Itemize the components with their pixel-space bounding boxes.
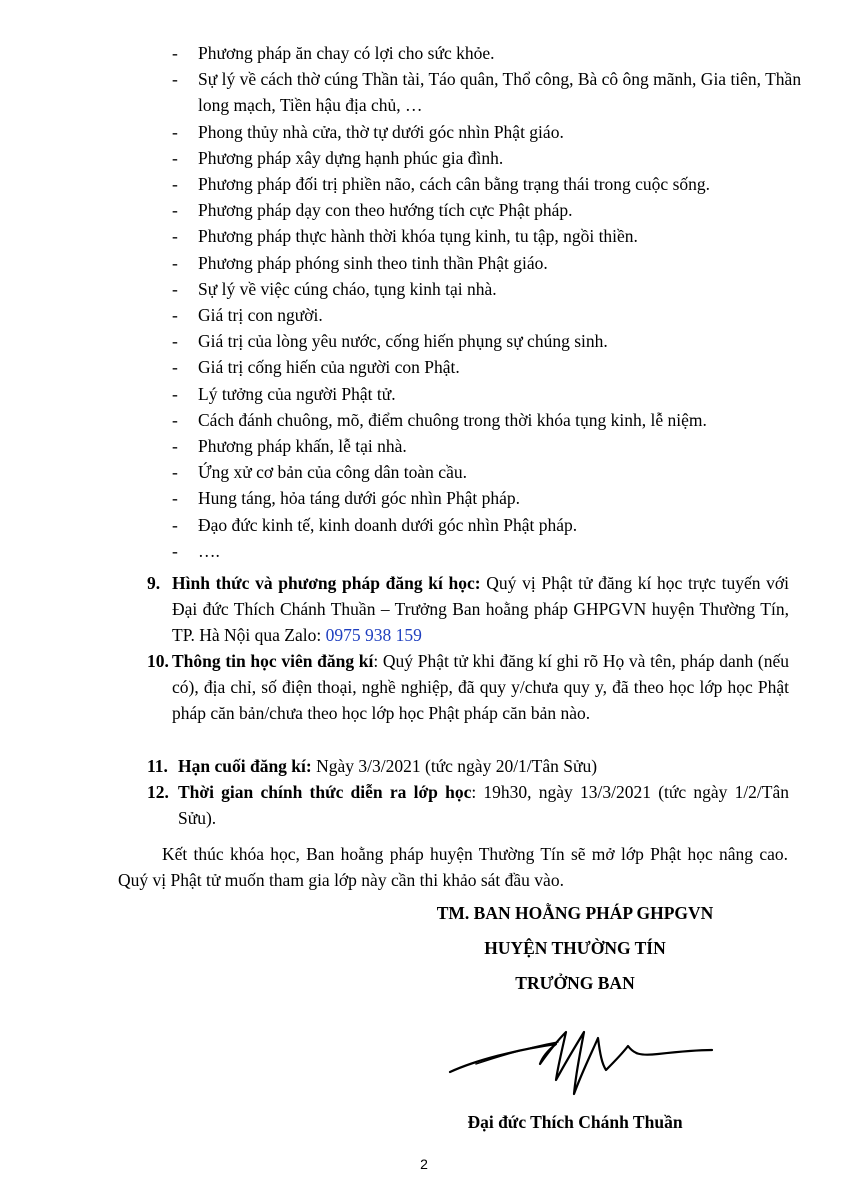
topic-list-item	[172, 197, 812, 223]
signature-title-line: TRƯỞNG BAN	[515, 973, 635, 993]
section-11-heading: Hạn cuối đăng kí:	[178, 756, 312, 776]
section-9-text: Quý vị Phật tử đăng kí học trực tuyến với Đại đức Thích Chánh Thuần – Trưởng Ban hoằng pháp GHPGVN huyện Thường Tín, TP. Hà Nội qua Zalo:	[172, 573, 789, 646]
section-12-number: 12.	[147, 782, 169, 802]
topic-text: Ứng xử cơ bản của công dân toàn cầu.	[198, 462, 467, 483]
topic-text: Phương pháp đối trị phiền não, cách cân bằng trạng thái trong cuộc sống.	[198, 174, 711, 195]
topic-list-item	[172, 276, 812, 302]
topic-list-item	[172, 66, 812, 118]
section-10-heading: Thông tin học viên đăng kí	[172, 651, 374, 671]
topic-list-item	[172, 171, 812, 197]
section-9-number: 9.	[147, 573, 161, 593]
bullet-dash: -	[172, 174, 178, 195]
bullet-dash: -	[172, 462, 178, 483]
topic-text: Hung táng, hỏa táng dưới góc nhìn Phật pháp.	[198, 488, 521, 509]
bullet-dash: -	[172, 43, 178, 63]
topic-text: Phương pháp xây dựng hạnh phúc gia đình.	[198, 147, 504, 168]
section-10-number: 10.	[147, 651, 169, 671]
topic-list-item	[172, 145, 812, 171]
bullet-dash: -	[172, 200, 178, 221]
bullet-dash: -	[172, 357, 178, 378]
topic-text: Giá trị cống hiến của người con Phật.	[198, 357, 460, 378]
bullet-dash: -	[172, 147, 178, 168]
topic-list-item	[172, 538, 812, 564]
topic-text: Cách đánh chuông, mõ, điểm chuông trong thời khóa tụng kinh, lễ niệm.	[198, 409, 707, 430]
zalo-phone-number: 0975 938 159	[325, 625, 422, 646]
section-10	[147, 648, 789, 727]
topic-text: Lý tưởng của người Phật tử.	[198, 383, 396, 404]
topic-text: ….	[198, 540, 220, 561]
topic-text: Phương pháp phóng sinh theo tinh thần Phật giáo.	[198, 252, 548, 273]
bullet-dash: -	[172, 488, 178, 509]
topic-list-item	[172, 223, 812, 249]
topic-list-item	[172, 302, 812, 328]
section-9-heading: Hình thức và phương pháp đăng kí học:	[172, 573, 481, 593]
topic-text: Phong thủy nhà cửa, thờ tự dưới góc nhìn Phật giáo.	[198, 121, 564, 142]
section-10-text: : Quý Phật tử khi đăng kí ghi rõ Họ và tên, pháp danh (nếu có), địa chỉ, số điện thoại, nghề nghiệp, đã quy y/chưa quy y, đã theo học lớp học Phật pháp căn bản/chưa theo học lớp học Phật pháp căn bản nào.	[172, 651, 789, 724]
topic-text: Phương pháp khấn, lễ tại nhà.	[198, 436, 407, 457]
section-11-text: Ngày 3/3/2021 (tức ngày 20/1/Tân Sửu)	[311, 756, 598, 776]
bullet-dash: -	[172, 252, 178, 273]
section-9	[147, 570, 789, 649]
bullet-dash: -	[172, 226, 178, 247]
topic-list-item	[172, 250, 812, 276]
handwritten-signature	[446, 1020, 716, 1100]
bullet-dash: -	[172, 331, 178, 352]
signature-district-line: HUYỆN THƯỜNG TÍN	[484, 938, 666, 958]
section-11	[147, 753, 789, 779]
topic-list-item	[172, 512, 812, 538]
section-12	[147, 779, 790, 831]
topic-text: Phương pháp dạy con theo hướng tích cực Phật pháp.	[198, 200, 573, 221]
topic-list-item	[172, 328, 812, 354]
topic-list-item	[172, 354, 812, 380]
bullet-dash: -	[172, 540, 178, 561]
signature-org-line: TM. BAN HOẰNG PHÁP GHPGVN	[436, 903, 714, 923]
section-11-number: 11.	[147, 756, 168, 776]
topic-list-item	[172, 40, 812, 66]
bullet-dash: -	[172, 409, 178, 430]
topic-text: Phương pháp ăn chay có lợi cho sức khỏe.	[198, 43, 495, 63]
topic-list-item	[172, 485, 812, 511]
topic-list-item	[172, 407, 812, 433]
conclusion-paragraph: Kết thúc khóa học, Ban hoằng pháp huyện Thường Tín sẽ mở lớp Phật học nâng cao. Quý vị Phật tử muốn tham gia lớp này cần thi khảo sát đầu vào.	[118, 844, 788, 891]
bullet-dash: -	[172, 121, 178, 142]
bullet-dash: -	[172, 436, 178, 457]
topic-list	[172, 40, 812, 564]
topic-text: Sự lý về việc cúng cháo, tụng kinh tại nhà.	[198, 278, 497, 299]
topic-text: Giá trị của lòng yêu nước, cống hiến phụng sự chúng sinh.	[198, 331, 608, 352]
bullet-dash: -	[172, 305, 178, 326]
topic-text: Đạo đức kinh tế, kinh doanh dưới góc nhìn Phật pháp.	[198, 514, 578, 535]
section-12-heading: Thời gian chính thức diễn ra lớp học	[178, 782, 472, 802]
section-12-text: : 19h30, ngày 13/3/2021 (tức ngày 1/2/Tân Sửu).	[178, 782, 790, 829]
topic-list-item	[172, 433, 812, 459]
topic-list-item	[172, 381, 812, 407]
bullet-dash: -	[172, 514, 178, 535]
topic-text: Sự lý về cách thờ cúng Thần tài, Táo quân, Thổ công, Bà cô ông mãnh, Gia tiên, Thần long mạch, Tiền hậu địa chủ, …	[198, 69, 802, 116]
bullet-dash: -	[172, 383, 178, 404]
topic-list-item	[172, 459, 812, 485]
topic-text: Phương pháp thực hành thời khóa tụng kinh, tu tập, ngồi thiền.	[198, 226, 638, 247]
topic-text: Giá trị con người.	[198, 305, 323, 326]
signatory-name: Đại đức Thích Chánh Thuần	[467, 1112, 683, 1132]
topic-list-item	[172, 119, 812, 145]
bullet-dash: -	[172, 69, 178, 90]
bullet-dash: -	[172, 278, 178, 299]
page-number: 2	[420, 1156, 428, 1172]
